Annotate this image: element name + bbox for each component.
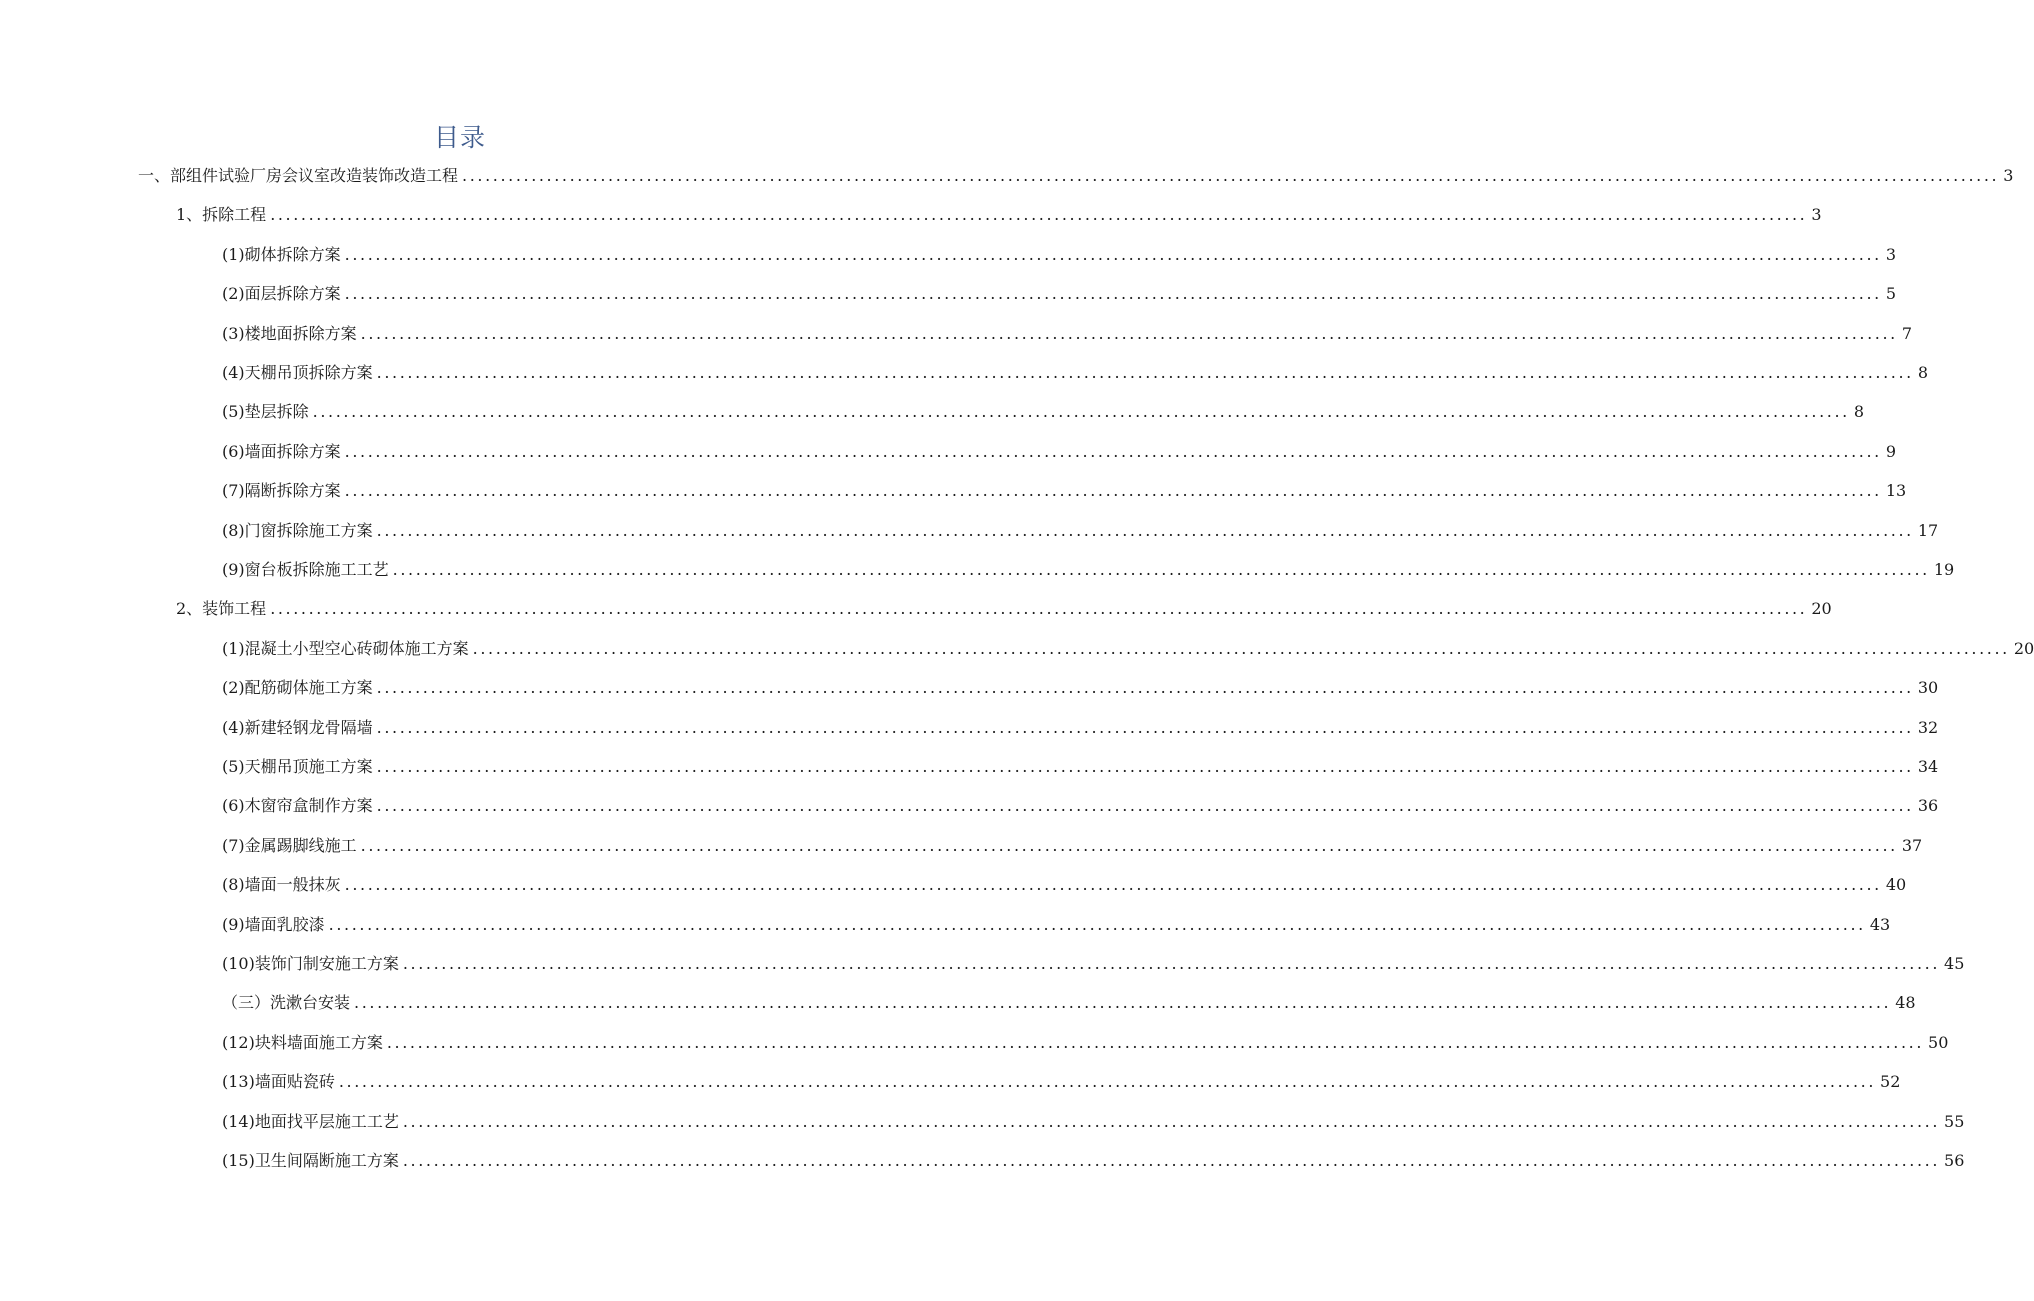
toc-entry[interactable] xyxy=(222,320,1913,344)
toc-title: 目录 xyxy=(433,123,486,152)
toc-entry-text: (9)墙面乳胶漆 xyxy=(222,914,325,934)
toc-entry-text: 1、拆除工程 xyxy=(176,205,267,225)
toc-dot-leader: ........................................................................................................................................................................................................ xyxy=(344,441,1882,461)
toc-dot-leader: ........................................................................................................................................................................................................ xyxy=(462,166,2000,185)
toc-page-number: 20 xyxy=(2013,638,2034,658)
toc-entry-text: (6)木窗帘盒制作方案 xyxy=(222,796,373,816)
toc-entry-text: (4)天棚吊顶拆除方案 xyxy=(222,363,373,382)
toc-page-number: 55 xyxy=(1944,1111,1965,1131)
toc-dot-leader: ........................................................................................................................................................................................................ xyxy=(354,993,1892,1013)
toc-dot-leader: ........................................................................................................................................................................................................ xyxy=(376,520,1914,540)
toc-entry[interactable] xyxy=(222,359,1929,383)
toc-page-number: 5 xyxy=(1885,284,1897,304)
toc-dot-leader: ........................................................................................................................................................................................................ xyxy=(270,599,1808,619)
toc-page-number: 30 xyxy=(1917,678,1939,698)
toc-entry[interactable] xyxy=(176,201,1822,225)
toc-dot-leader: ........................................................................................................................................................................................................ xyxy=(402,954,1941,973)
toc-page-number: 8 xyxy=(1917,363,1929,382)
toc-entry[interactable] xyxy=(222,911,1891,935)
toc-entry[interactable] xyxy=(222,989,1916,1013)
toc-entry-text: 2、装饰工程 xyxy=(176,599,267,619)
toc-dot-leader: ........................................................................................................................................................................................................ xyxy=(402,1151,1941,1170)
toc-page-number: 48 xyxy=(1895,993,1916,1013)
toc-dot-leader: ........................................................................................................................................................................................................ xyxy=(402,1111,1941,1131)
toc-dot-leader: ........................................................................................................................................................................................................ xyxy=(328,914,1866,934)
toc-dot-leader: ........................................................................................................................................................................................................ xyxy=(344,284,1882,304)
toc-page-number: 32 xyxy=(1917,717,1939,737)
toc-dot-leader: ........................................................................................................................................................................................................ xyxy=(360,835,1898,855)
toc-dot-leader: ........................................................................................................................................................................................................ xyxy=(338,1072,1877,1092)
toc-entry[interactable] xyxy=(222,1108,1965,1132)
toc-entry-text: （三）洗漱台安装 xyxy=(222,993,351,1013)
toc-entry-text: (6)墙面拆除方案 xyxy=(222,441,341,461)
toc-entry-text: (7)金属踢脚线施工 xyxy=(222,835,357,855)
toc-dot-leader: ........................................................................................................................................................................................................ xyxy=(386,1032,1925,1052)
toc-entry[interactable] xyxy=(222,1147,1965,1171)
toc-dot-leader: ........................................................................................................................................................................................................ xyxy=(376,678,1914,698)
toc-page-number: 17 xyxy=(1917,520,1939,540)
toc-entry[interactable] xyxy=(176,595,1832,619)
toc-entry[interactable] xyxy=(222,438,1897,462)
toc-page-number: 13 xyxy=(1885,481,1907,501)
toc-page-number: 40 xyxy=(1885,875,1907,895)
toc-entry-text: (3)楼地面拆除方案 xyxy=(222,323,357,343)
toc-page-number: 34 xyxy=(1917,757,1939,776)
toc-dot-leader: ........................................................................................................................................................................................................ xyxy=(376,796,1914,816)
toc-entry-text: (12)块料墙面施工方案 xyxy=(222,1032,383,1052)
toc-dot-leader: ........................................................................................................................................................................................................ xyxy=(270,205,1808,225)
toc-entry-text: (5)天棚吊顶施工方案 xyxy=(222,757,373,776)
toc-entry[interactable] xyxy=(222,241,1897,265)
toc-dot-leader: ........................................................................................................................................................................................................ xyxy=(376,757,1914,776)
toc-entry-text: (5)垫层拆除 xyxy=(222,402,309,422)
toc-page-number: 3 xyxy=(1811,205,1822,225)
toc-entry[interactable] xyxy=(222,871,1907,895)
toc-page-number: 20 xyxy=(1811,599,1832,619)
toc-entry[interactable] xyxy=(222,950,1965,974)
toc-dot-leader: ........................................................................................................................................................................................................ xyxy=(344,244,1882,264)
toc-dot-leader: ........................................................................................................................................................................................................ xyxy=(472,638,2010,658)
toc-dot-leader: ........................................................................................................................................................................................................ xyxy=(376,363,1914,382)
toc-page-number: 36 xyxy=(1917,796,1939,816)
toc-page-number: 43 xyxy=(1869,914,1891,934)
toc-page-number: 9 xyxy=(1885,441,1897,461)
toc-entry[interactable] xyxy=(222,398,1865,422)
toc-entry[interactable] xyxy=(222,753,1939,777)
toc-entry[interactable] xyxy=(222,517,1939,541)
toc-page-number: 37 xyxy=(1901,835,1923,855)
toc-entry[interactable] xyxy=(222,635,2034,659)
toc-entry[interactable] xyxy=(222,1068,1901,1092)
toc-entry-text: (8)墙面一般抹灰 xyxy=(222,875,341,895)
toc-entry-text: (1)混凝土小型空心砖砌体施工方案 xyxy=(222,638,469,658)
toc-entry[interactable] xyxy=(222,714,1939,738)
toc-entry-text: (2)面层拆除方案 xyxy=(222,284,341,304)
toc-entry[interactable] xyxy=(222,477,1907,501)
toc-dot-leader: ........................................................................................................................................................................................................ xyxy=(344,481,1882,501)
toc-entry-text: (4)新建轻钢龙骨隔墙 xyxy=(222,717,373,737)
toc-entry[interactable] xyxy=(222,674,1939,698)
toc-dot-leader: ........................................................................................................................................................................................................ xyxy=(312,402,1850,422)
toc-entry-text: 一、部组件试验厂房会议室改造装饰改造工程 xyxy=(138,166,459,185)
toc-dot-leader: ........................................................................................................................................................................................................ xyxy=(344,875,1882,895)
toc-entry[interactable] xyxy=(222,1029,1949,1053)
toc-entry[interactable] xyxy=(222,280,1897,304)
toc-entry-text: (1)砌体拆除方案 xyxy=(222,244,341,264)
toc-entry-text: (7)隔断拆除方案 xyxy=(222,481,341,501)
toc-dot-leader: ........................................................................................................................................................................................................ xyxy=(376,717,1914,737)
toc-entry-text: (2)配筋砌体施工方案 xyxy=(222,678,373,698)
toc-page-number: 19 xyxy=(1933,560,1955,579)
toc-entry[interactable] xyxy=(222,832,1923,856)
toc-page-number: 7 xyxy=(1901,323,1913,343)
toc-page-number: 50 xyxy=(1928,1032,1949,1052)
toc-dot-leader: ........................................................................................................................................................................................................ xyxy=(360,323,1898,343)
toc-entry-text: (8)门窗拆除施工方案 xyxy=(222,520,373,540)
toc-entry[interactable] xyxy=(222,556,1955,580)
toc-entry[interactable] xyxy=(222,792,1939,816)
toc-page-number: 56 xyxy=(1944,1151,1965,1170)
toc-entry-text: (15)卫生间隔断施工方案 xyxy=(222,1151,399,1170)
toc-entry-text: (10)装饰门制安施工方案 xyxy=(222,954,399,973)
toc-entry-text: (14)地面找平层施工工艺 xyxy=(222,1111,399,1131)
toc-entry[interactable] xyxy=(138,162,2014,186)
toc-page-number: 45 xyxy=(1944,954,1965,973)
toc-page-number: 3 xyxy=(2003,166,2014,185)
toc-page-number: 3 xyxy=(1885,244,1897,264)
toc-entry-text: (9)窗台板拆除施工工艺 xyxy=(222,560,389,579)
toc-entry-text: (13)墙面贴瓷砖 xyxy=(222,1072,335,1092)
toc-dot-leader: ........................................................................................................................................................................................................ xyxy=(392,560,1930,579)
toc-page-number: 8 xyxy=(1853,402,1865,422)
toc-page-number: 52 xyxy=(1880,1072,1901,1092)
